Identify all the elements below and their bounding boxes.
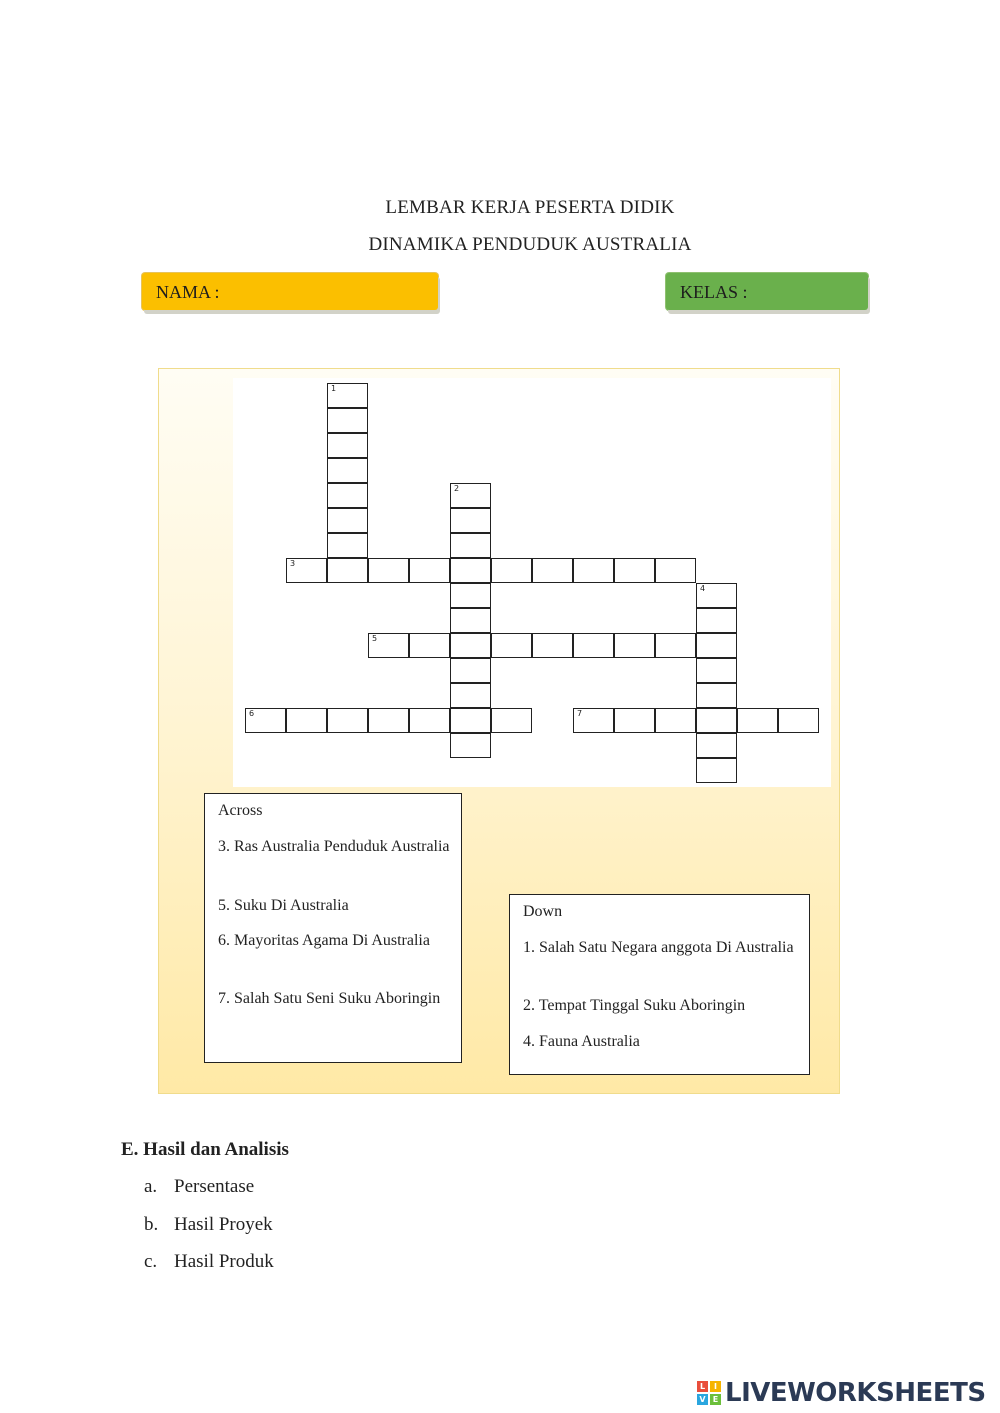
crossword-cell[interactable] — [532, 558, 573, 583]
crossword-cell[interactable] — [286, 558, 327, 583]
down-clue-1: 1. Salah Satu Negara anggota Di Australia — [523, 939, 794, 956]
crossword-cell[interactable] — [614, 633, 655, 658]
down-clues-box — [509, 894, 810, 1075]
crossword-cell[interactable] — [409, 558, 450, 583]
crossword-cell[interactable] — [778, 708, 819, 733]
list-item — [144, 1251, 274, 1273]
down-clue-4: 4. Fauna Australia — [523, 1033, 640, 1050]
crossword-cell[interactable] — [655, 633, 696, 658]
across-clue-7: 7. Salah Satu Seni Suku Aboringin — [218, 990, 441, 1007]
crossword-cell[interactable] — [491, 708, 532, 733]
clue-number: 3 — [290, 559, 296, 568]
crossword-cell[interactable] — [450, 583, 491, 608]
crossword-cell[interactable] — [327, 558, 368, 583]
crossword-cell[interactable] — [614, 558, 655, 583]
crossword-cell[interactable] — [450, 683, 491, 708]
crossword-cell[interactable] — [450, 533, 491, 558]
brand-name: LIVEWORKSHEETS — [725, 1378, 986, 1408]
crossword-cell[interactable] — [696, 658, 737, 683]
crossword-cell[interactable] — [737, 708, 778, 733]
class-field[interactable] — [666, 273, 868, 310]
crossword-cell[interactable] — [696, 683, 737, 708]
crossword-cell[interactable] — [450, 508, 491, 533]
crossword-cell[interactable] — [327, 433, 368, 458]
clue-number: 5 — [372, 634, 378, 643]
list-text: Persentase — [174, 1176, 255, 1197]
crossword-cell[interactable] — [573, 558, 614, 583]
across-clues-box — [204, 793, 462, 1063]
crossword-cell[interactable] — [655, 558, 696, 583]
worksheet-subtitle: DINAMIKA PENDUDUK AUSTRALIA — [368, 234, 692, 255]
crossword-cell[interactable] — [245, 708, 286, 733]
list-item — [144, 1176, 254, 1198]
crossword-cell[interactable] — [450, 633, 491, 658]
list-text: Hasil Proyek — [174, 1214, 273, 1235]
crossword-cell[interactable] — [327, 533, 368, 558]
crossword-cell[interactable] — [696, 608, 737, 633]
crossword-cell[interactable] — [573, 708, 614, 733]
crossword-cell[interactable] — [368, 633, 409, 658]
clue-number: 2 — [454, 484, 460, 493]
crossword-cell[interactable] — [532, 633, 573, 658]
clue-number: 4 — [700, 584, 706, 593]
crossword-cell[interactable] — [327, 508, 368, 533]
crossword-cell[interactable] — [450, 733, 491, 758]
class-label: KELAS : — [680, 282, 748, 302]
across-clue-3: 3. Ras Australia Penduduk Australia — [218, 838, 450, 855]
liveworksheets-logo — [697, 1378, 986, 1408]
crossword-cell[interactable] — [696, 733, 737, 758]
crossword-cell[interactable] — [450, 658, 491, 683]
crossword-cell[interactable] — [696, 758, 737, 783]
name-label: NAMA : — [156, 282, 220, 302]
across-heading: Across — [218, 802, 263, 819]
crossword-cell[interactable] — [696, 583, 737, 608]
across-clue-6: 6. Mayoritas Agama Di Australia — [218, 932, 430, 949]
clue-number: 6 — [249, 709, 255, 718]
crossword-cell[interactable] — [573, 633, 614, 658]
across-clue-5: 5. Suku Di Australia — [218, 897, 349, 914]
down-heading: Down — [523, 903, 563, 920]
crossword-cell[interactable] — [368, 558, 409, 583]
crossword-grid — [233, 378, 831, 787]
crossword-cell[interactable] — [327, 458, 368, 483]
crossword-cell[interactable] — [450, 608, 491, 633]
down-clue-2: 2. Tempat Tinggal Suku Aboringin — [523, 997, 746, 1014]
clue-number: 1 — [331, 384, 337, 393]
list-marker: c. — [144, 1251, 158, 1272]
clue-number: 7 — [577, 709, 583, 718]
crossword-cell[interactable] — [450, 708, 491, 733]
crossword-cell[interactable] — [450, 483, 491, 508]
crossword-cell[interactable] — [614, 708, 655, 733]
logo-icon: L I V E — [697, 1381, 721, 1405]
crossword-cell[interactable] — [286, 708, 327, 733]
name-field[interactable] — [142, 273, 438, 310]
list-text: Hasil Produk — [174, 1251, 274, 1272]
crossword-cell[interactable] — [655, 708, 696, 733]
crossword-cell[interactable] — [696, 708, 737, 733]
crossword-cell[interactable] — [368, 708, 409, 733]
worksheet-title: LEMBAR KERJA PESERTA DIDIK — [385, 197, 675, 218]
crossword-cell[interactable] — [409, 708, 450, 733]
list-marker: a. — [144, 1176, 158, 1197]
list-item — [144, 1214, 273, 1236]
crossword-cell[interactable] — [491, 633, 532, 658]
crossword-cell[interactable] — [450, 558, 491, 583]
section-title: E. Hasil dan Analisis — [121, 1139, 289, 1160]
crossword-cell[interactable] — [491, 558, 532, 583]
crossword-cell[interactable] — [327, 408, 368, 433]
crossword-cell[interactable] — [327, 383, 368, 408]
crossword-cell[interactable] — [327, 483, 368, 508]
crossword-cell[interactable] — [327, 708, 368, 733]
crossword-cell[interactable] — [409, 633, 450, 658]
list-marker: b. — [144, 1214, 159, 1235]
crossword-cell[interactable] — [696, 633, 737, 658]
